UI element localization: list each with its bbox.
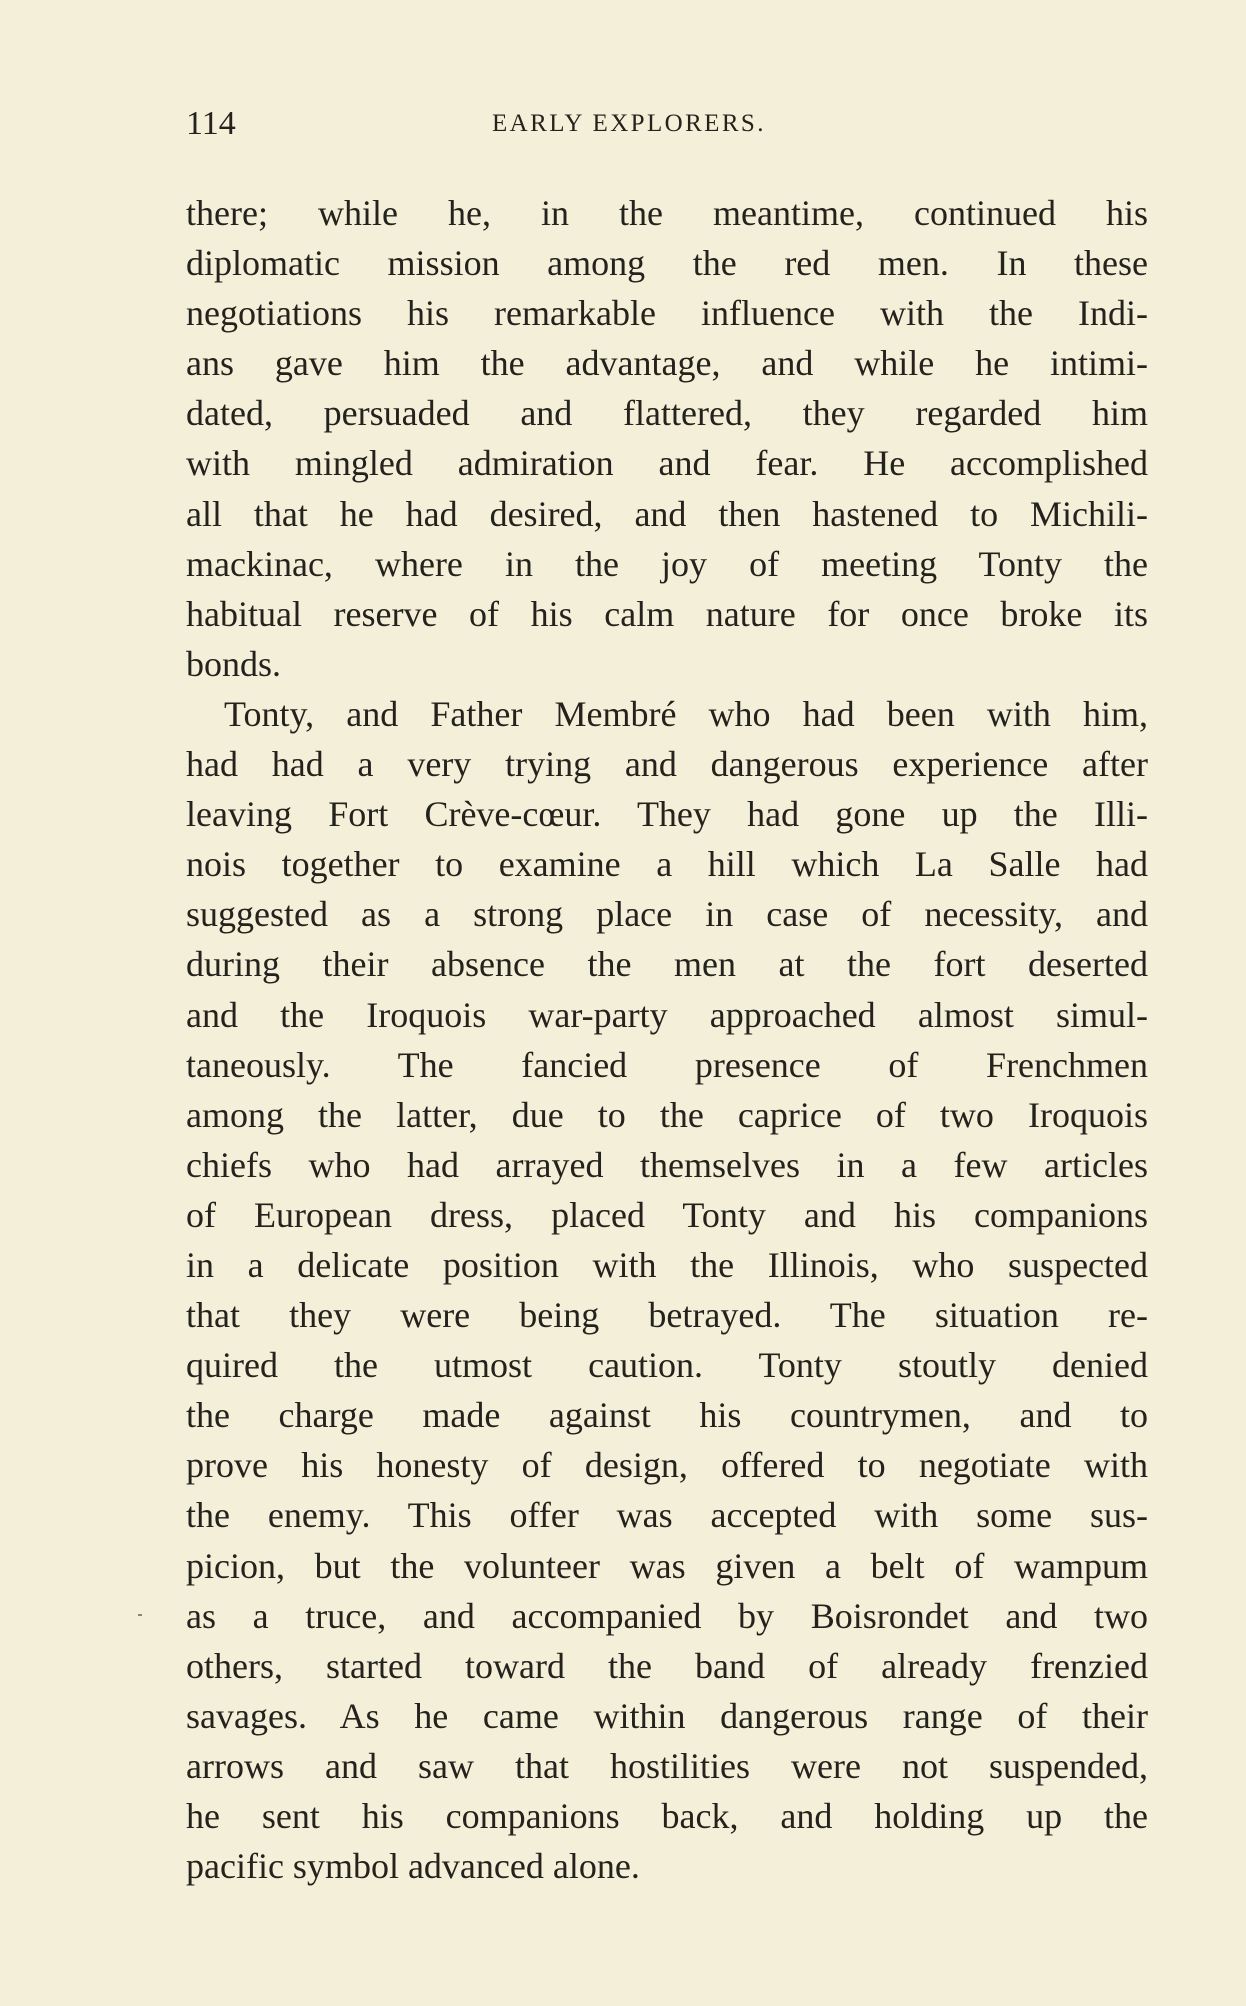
text-line: chiefs who had arrayed themselves in a few articles [186, 1144, 1148, 1185]
text-line: prove his honesty of design, offered to negotiate with [186, 1445, 1148, 1486]
text-line: had had a very trying and dangerous experience after [186, 744, 1148, 785]
text-line: that they were being betrayed. The situation re- [186, 1295, 1148, 1336]
text-line: leaving Fort Crève-cœur. They had gone up the Illi- [186, 794, 1148, 835]
text-line: ans gave him the advantage, and while he intimi- [186, 343, 1148, 384]
text-line: mackinac, where in the joy of meeting Tonty the [186, 543, 1148, 584]
text-line: quired the utmost caution. Tonty stoutly denied [186, 1345, 1148, 1386]
text-line: dated, persuaded and flattered, they regarded him [186, 393, 1148, 434]
text-line: and the Iroquois war-party approached almost simul- [186, 994, 1148, 1035]
margin-mark [138, 1614, 142, 1616]
text-line: bonds. [186, 643, 282, 684]
text-line: diplomatic mission among the red men. In these [186, 243, 1148, 284]
text-line: as a truce, and accompanied by Boisrondet and two [186, 1595, 1148, 1636]
text-line: the charge made against his countrymen, and to [186, 1395, 1148, 1436]
text-line: in a delicate position with the Illinois, who suspected [186, 1244, 1148, 1285]
page-number: 114 [186, 105, 236, 142]
text-line: all that he had desired, and then hastened to Michili- [186, 493, 1148, 534]
page-header [186, 102, 1148, 146]
text-line: Tonty, and Father Membré who had been with him, [224, 693, 1148, 734]
text-line: pacific symbol advanced alone. [186, 1846, 640, 1887]
text-line: he sent his companions back, and holding up the [186, 1796, 1148, 1836]
text-line: negotiations his remarkable influence with the Indi- [186, 293, 1148, 334]
text-line: suggested as a strong place in case of necessity, and [186, 894, 1148, 935]
text-line: nois together to examine a hill which La Salle had [186, 844, 1148, 885]
text-line: during their absence the men at the fort deserted [186, 944, 1148, 985]
text-line: of European dress, placed Tonty and his companions [186, 1194, 1148, 1235]
text-line: the enemy. This offer was accepted with some sus- [186, 1495, 1148, 1536]
body-text [186, 188, 1148, 1891]
text-line: savages. As he came within dangerous range of their [186, 1695, 1148, 1736]
text-line: picion, but the volunteer was given a belt of wampum [186, 1545, 1148, 1586]
text-line: habitual reserve of his calm nature for once broke its [186, 593, 1148, 634]
text-line: taneously. The fancied presence of Frenchmen [186, 1044, 1148, 1085]
text-line: among the latter, due to the caprice of two Iroquois [186, 1094, 1148, 1135]
running-head: EARLY EXPLORERS. [492, 110, 766, 137]
text-line: others, started toward the band of already frenzied [186, 1645, 1148, 1686]
text-line: arrows and saw that hostilities were not suspended, [186, 1745, 1148, 1786]
text-line: with mingled admiration and fear. He accomplished [186, 443, 1148, 484]
text-line: there; while he, in the meantime, continued his [186, 193, 1148, 233]
